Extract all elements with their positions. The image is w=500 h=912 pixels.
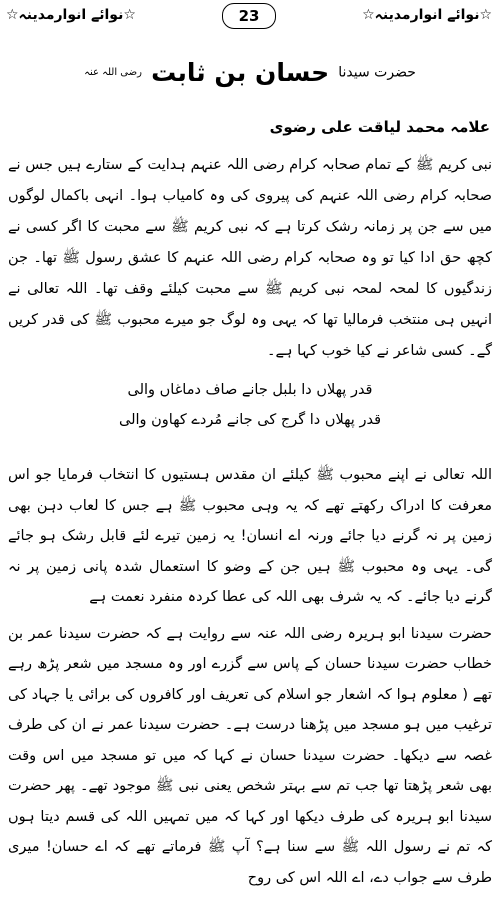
poem-line-1: قدر پھلاں دا بلبل جانے صاف دماغاں والی (127, 382, 373, 398)
poem-line-2: قدر پھلاں دا گرج کی جانے مُردے کھاون والی (119, 412, 381, 428)
title-prefix: حضرت سیدنا (338, 64, 416, 81)
paragraph-3: حضرت سیدنا ابو ہریرہ رضی اللہ عنہ سے روایت ہے کہ حضرت سیدنا عمر بن خطاب حضرت سیدنا حسان کے پاس سے گزرے اور وہ مسجد میں شعر پڑھ رہے تھے ( معلوم ہوا کہ اشعار جو اسلام کی تعریف اور کافروں کی برائی یا جہاد کی ترغیب میں ہو مسجد میں پڑھنا درست ہے۔ حضرت سیدنا عمر نے ان کی طرف غصہ سے دیکھا۔ حضرت سیدنا حسان نے کہا کہ میں تو مسجد میں اس وقت بھی شعر پڑھتا تھا جب تم سے بہتر شخص یعنی نبی ﷺ موجود تھے۔ پھر حضرت سیدنا ابو ہریرہ کی طرف دیکھا اور کہا کہ میں تمہیں اللہ کی قسم دیتا ہوں کہ تم نے رسول اللہ ﷺ سے سنا ہے؟ آپ ﷺ فرماتے تھے کہ اے حسان! میری طرف سے جواب دے، اے اللہ اس کی روح (8, 625, 492, 886)
poem-block (0, 375, 500, 435)
author-name: علامہ محمد لیاقت علی رضوی (269, 118, 490, 136)
title-main: حسان بن ثابت (151, 58, 330, 87)
header-right-label: ☆نوائے انوارمدینہ☆ (362, 7, 492, 23)
paragraph-2: اللہ تعالی نے اپنے محبوب ﷺ کیلئے ان مقدس ہستیوں کا انتخاب فرمایا جو اس معرفت کا ادراک رکھتے تھے کہ یہ وہی محبوب ﷺ ہے جس کا لعاب دہن بھی زمین پر نہ گرنے دیا جائے ورنہ اے انسان! یہ زمین تیرے لئے قابل رشک ہو جائے گی۔ یہی وہ محبوب ﷺ ہیں جن کے وضو کا استعمال شدہ پانی زمین پر نہ گرنے دیا جائے۔ کہ یہ شرف بھی اللہ کی عطا کردہ منفرد نعمت ہے (8, 467, 492, 605)
title-suffix: رضی اللہ عنہ (84, 67, 142, 78)
page-number: 23 (222, 3, 276, 29)
header-left-label: ☆نوائے انوارمدینہ☆ (6, 7, 136, 23)
intro-paragraph: نبی کریم ﷺ کے تمام صحابہ کرام رضی اللہ عنہم ہدایت کے ستارے ہیں جس نے صحابہ کرام رضی اللہ عنہم کی پیروی کی وہ کامیاب ہوا۔ انہی باکمال لوگوں میں سے جن پر زمانہ رشک کرتا ہے کہ نبی کریم ﷺ سے محبت کا اگر کسی نے کچھ حق ادا کیا تو وہ صحابہ کرام رضی اللہ عنہم کا عشق رسول ﷺ تھا۔ جن زندگیوں کا لمحہ لمحہ نبی کریم ﷺ سے محبت کیلئے وقف تھا۔ اللہ تعالی نے انہیں ہی منتخب فرمالیا تھا کہ یہی وہ لوگ جو میرے محبوب ﷺ کی قدر کریں گے۔ کسی شاعر نے کیا خوب کہا ہے۔ (8, 157, 492, 359)
article-body (8, 460, 492, 899)
article-title (0, 58, 500, 98)
article-intro (8, 150, 492, 367)
page-header (0, 0, 500, 36)
